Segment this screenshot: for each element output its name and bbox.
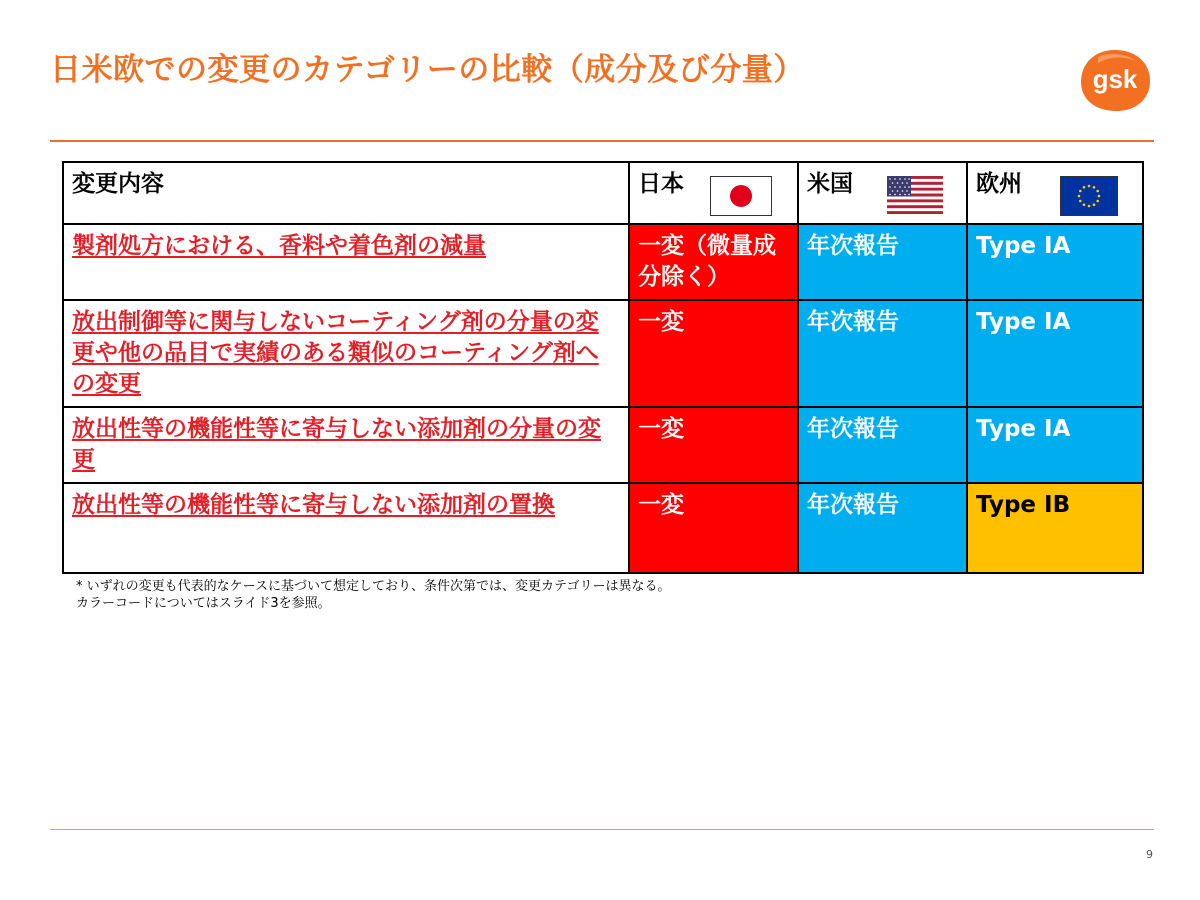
row-eu-category: Type IA	[967, 224, 1143, 300]
row-japan-category: 一変（微量成分除く）	[629, 224, 798, 300]
footer-divider	[50, 829, 1154, 830]
footnotes	[76, 578, 670, 612]
row-content: 放出性等の機能性等に寄与しない添加剤の分量の変更	[63, 407, 629, 483]
row-content: 放出性等の機能性等に寄与しない添加剤の置換	[63, 483, 629, 573]
eu-flag-icon	[1060, 176, 1118, 216]
gsk-logo-icon	[1078, 47, 1152, 113]
row-eu-category: Type IA	[967, 407, 1143, 483]
page-number: 9	[1146, 848, 1153, 861]
header-japan: 日本	[638, 171, 684, 197]
row-eu-category: Type IA	[967, 300, 1143, 407]
japan-flag-icon	[710, 176, 772, 216]
table-row	[63, 407, 1143, 483]
comparison-table	[62, 161, 1144, 574]
table-row	[63, 224, 1143, 300]
header-us: 米国	[807, 171, 853, 197]
header-eu-cell	[967, 162, 1143, 224]
header-content: 変更内容	[72, 171, 164, 197]
header-content-cell	[63, 162, 629, 224]
row-us-category: 年次報告	[798, 300, 967, 407]
row-content: 放出制御等に関与しないコーティング剤の分量の変更や他の品目で実績のある類似のコーティング剤への変更	[63, 300, 629, 407]
table-header-row	[63, 162, 1143, 224]
row-us-category: 年次報告	[798, 407, 967, 483]
row-us-category: 年次報告	[798, 224, 967, 300]
header-japan-cell	[629, 162, 798, 224]
table-row	[63, 300, 1143, 407]
row-eu-category: Type IB	[967, 483, 1143, 573]
header-us-cell	[798, 162, 967, 224]
table-row	[63, 483, 1143, 573]
row-content: 製剤処方における、香料や着色剤の減量	[63, 224, 629, 300]
row-us-category: 年次報告	[798, 483, 967, 573]
us-flag-icon	[887, 176, 943, 214]
logo-text: gsk	[1092, 64, 1138, 94]
footnote-color-code: カラーコードについてはスライド3を参照。	[76, 596, 331, 611]
footnote-conditions: * いずれの変更も代表的なケースに基づいて想定しており、条件次第では、変更カテゴリーは異なる。	[76, 579, 671, 594]
row-japan-category: 一変	[629, 483, 798, 573]
title-divider	[50, 140, 1154, 142]
slide-title: 日米欧での変更のカテゴリーの比較（成分及び分量）	[50, 52, 805, 88]
row-japan-category: 一変	[629, 300, 798, 407]
row-japan-category: 一変	[629, 407, 798, 483]
header-eu: 欧州	[976, 171, 1022, 197]
